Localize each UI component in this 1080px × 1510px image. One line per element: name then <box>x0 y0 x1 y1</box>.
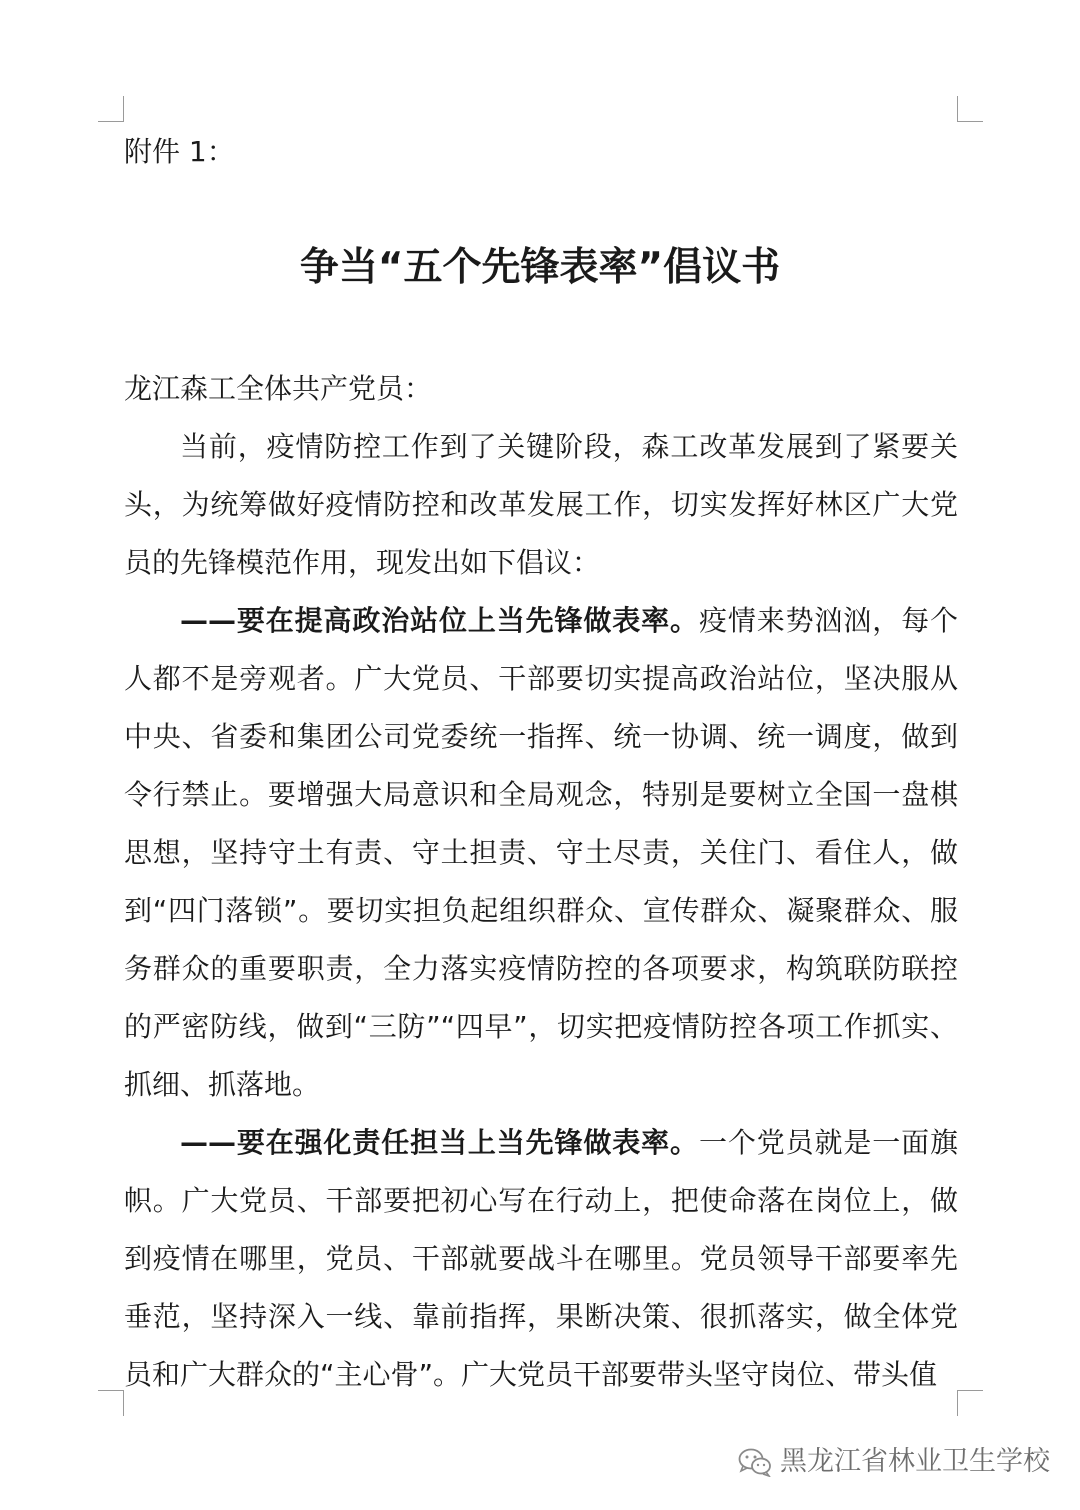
watermark-text: 黑龙江省林业卫生学校 <box>780 1446 1050 1477</box>
document-body <box>124 360 958 1404</box>
paragraph-text: 疫情来势汹汹，每个人都不是旁观者。广大党员、干部要切实提高政治站位，坚决服从中央、省委和集团公司党委统一指挥、统一协调、统一调度，做到令行禁止。要增强大局意识和全局观念，特别是要树立全国一盘棋思想，坚持守土有责、守土担责、守土尽责，关住门、看住人，做到“四门落锁”。要切实担负起组织群众、宣传群众、凝聚群众、服务群众的重要职责，全力落实疫情防控的各项要求，构筑联防联控的严密防线，做到“三防”“四早”，切实把疫情防控各项工作抓实、抓细、抓落地。 <box>124 604 958 1101</box>
paragraph-responsibility <box>124 1114 958 1404</box>
wechat-icon <box>738 1447 772 1477</box>
paragraph-lead: ——要在提高政治站位上当先锋做表率。 <box>180 604 699 637</box>
document-title: 争当“五个先锋表率”倡议书 <box>299 245 781 290</box>
paragraph-text: 一个党员就是一面旗帜。广大党员、干部要把初心写在行动上，把使命落在岗位上，做到疫情在哪里，党员、干部就要战斗在哪里。党员领导干部要率先垂范，坚持深入一线、靠前指挥，果断决策、很抓落实，做全体党员和广大群众的“主心骨”。广大党员干部要带头坚守岗位、带头值 <box>124 1126 958 1391</box>
salutation: 龙江森工全体共产党员： <box>124 372 433 405</box>
crop-mark-top-right <box>957 96 983 122</box>
paragraph-political-stance <box>124 592 958 1114</box>
paragraph-lead: ——要在强化责任担当上当先锋做表率。 <box>180 1126 699 1159</box>
attachment-label: 附件 1： <box>124 135 235 168</box>
watermark <box>738 1440 1050 1484</box>
crop-mark-top-left <box>98 96 124 122</box>
crop-mark-bottom-left <box>98 1390 124 1416</box>
paragraph-text: 当前，疫情防控工作到了关键阶段，森工改革发展到了紧要关头，为统筹做好疫情防控和改革发展工作，切实发挥好林区广大党员的先锋模范作用，现发出如下倡议： <box>124 430 958 579</box>
crop-mark-bottom-right <box>957 1390 983 1416</box>
paragraph-intro <box>124 418 958 592</box>
